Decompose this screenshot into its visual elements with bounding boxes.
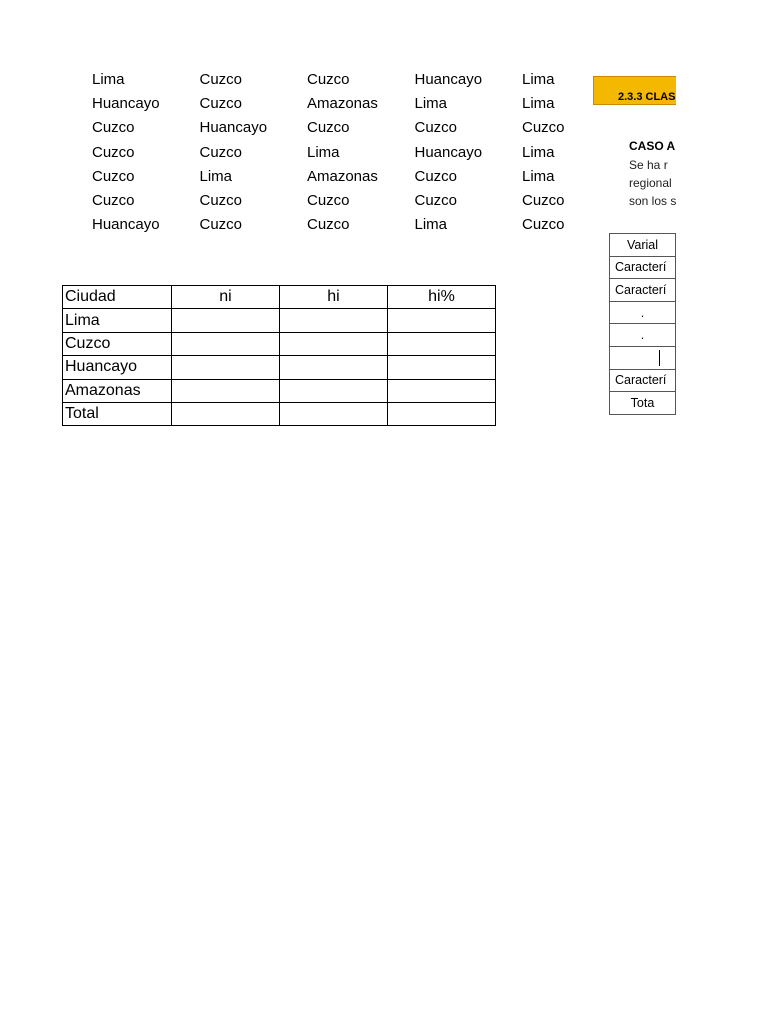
- raw-data-cell: Cuzco: [199, 143, 243, 161]
- intro-line: son los s: [629, 194, 676, 208]
- raw-data-cell: Cuzco: [199, 71, 243, 88]
- side-panel-clipped: [590, 70, 676, 430]
- frequency-table-row: [63, 379, 496, 402]
- section-header-bar: 2.3.3 CLAS: [593, 76, 676, 105]
- raw-data-grid: [92, 68, 630, 237]
- raw-data-cell: Cuzco: [92, 167, 135, 185]
- raw-data-row: [92, 165, 630, 189]
- intro-text: [629, 156, 676, 210]
- empty-ni-cell[interactable]: [172, 332, 280, 355]
- raw-data-cell: Cuzco: [414, 167, 458, 185]
- city-label-cell: Total: [63, 402, 172, 425]
- frequency-table-row: [63, 309, 496, 332]
- city-label-cell: Amazonas: [63, 379, 172, 402]
- empty-ni-cell[interactable]: [172, 356, 280, 379]
- raw-data-cell: Cuzco: [307, 71, 350, 88]
- raw-data-row: [92, 213, 630, 237]
- raw-data-cell: Lima: [522, 71, 555, 88]
- variable-table: [609, 233, 676, 415]
- city-label-cell: Huancayo: [63, 356, 172, 379]
- raw-data-cell: Huancayo: [199, 119, 268, 137]
- empty-hi-percent-cell[interactable]: [388, 356, 496, 379]
- raw-data-cell: Huancayo: [414, 143, 483, 161]
- header-hi: hi: [280, 286, 388, 309]
- frequency-table-row: [63, 402, 496, 425]
- raw-data-cell: Lima: [92, 71, 125, 88]
- raw-data-cell: Lima: [199, 167, 233, 185]
- raw-data-cell: Cuzco: [92, 119, 135, 137]
- raw-data-cell: Cuzco: [199, 216, 243, 234]
- raw-data-cell: Cuzco: [307, 191, 350, 209]
- intro-line: regional: [629, 176, 672, 190]
- raw-data-cell: Lima: [522, 167, 555, 185]
- raw-data-cell: Cuzco: [199, 95, 243, 113]
- empty-hi-percent-cell[interactable]: [388, 332, 496, 355]
- frequency-table-header: [63, 286, 496, 309]
- empty-hi-cell[interactable]: [280, 356, 388, 379]
- empty-hi-percent-cell[interactable]: [388, 309, 496, 332]
- empty-hi-cell[interactable]: [280, 379, 388, 402]
- raw-data-cell: Cuzco: [414, 191, 458, 209]
- frequency-table: [62, 285, 496, 426]
- raw-data-cell: Amazonas: [307, 95, 378, 113]
- raw-data-cell: Lima: [414, 95, 448, 113]
- raw-data-cell: Lima: [307, 143, 340, 161]
- raw-data-cell: Cuzco: [92, 143, 135, 161]
- empty-ni-cell[interactable]: [172, 402, 280, 425]
- total-row: Tota: [610, 392, 676, 415]
- raw-data-cell: Amazonas: [307, 167, 378, 185]
- empty-ni-cell[interactable]: [172, 379, 280, 402]
- text-cursor: [659, 350, 660, 366]
- raw-data-cell: Cuzco: [414, 119, 458, 137]
- raw-data-cell: Huancayo: [92, 216, 160, 234]
- characteristic-row: Caracterí: [610, 279, 676, 302]
- empty-hi-percent-cell[interactable]: [388, 379, 496, 402]
- raw-data-cell: Huancayo: [92, 95, 160, 113]
- empty-hi-cell[interactable]: [280, 332, 388, 355]
- raw-data-row: [92, 116, 630, 140]
- frequency-table-row: [63, 332, 496, 355]
- variable-header: Varial: [610, 234, 676, 257]
- raw-data-cell: Cuzco: [307, 119, 350, 137]
- caso-title: CASO A: [629, 139, 676, 153]
- header-hi-percent: hi%: [388, 286, 496, 309]
- intro-line: Se ha r: [629, 158, 668, 172]
- raw-data-cell: Cuzco: [307, 216, 350, 234]
- empty-hi-cell[interactable]: [280, 402, 388, 425]
- raw-data-cell: Lima: [522, 95, 555, 113]
- raw-data-row: [92, 141, 630, 165]
- raw-data-cell: Cuzco: [522, 119, 565, 137]
- city-label-cell: Lima: [63, 309, 172, 332]
- raw-data-row: [92, 68, 630, 92]
- raw-data-cell: Cuzco: [522, 191, 565, 209]
- ellipsis-row: .: [610, 324, 676, 347]
- raw-data-cell: Cuzco: [92, 191, 135, 209]
- cursor-row[interactable]: [610, 346, 676, 369]
- frequency-table-row: [63, 356, 496, 379]
- city-label-cell: Cuzco: [63, 332, 172, 355]
- raw-data-cell: Lima: [522, 143, 555, 161]
- characteristic-row: Caracterí: [610, 256, 676, 279]
- raw-data-row: [92, 92, 630, 116]
- characteristic-row: Caracterí: [610, 369, 676, 392]
- empty-hi-percent-cell[interactable]: [388, 402, 496, 425]
- header-ciudad: Ciudad: [63, 286, 172, 309]
- raw-data-cell: Lima: [414, 216, 448, 234]
- empty-ni-cell[interactable]: [172, 309, 280, 332]
- raw-data-cell: Cuzco: [199, 191, 243, 209]
- empty-hi-cell[interactable]: [280, 309, 388, 332]
- header-ni: ni: [172, 286, 280, 309]
- raw-data-row: [92, 189, 630, 213]
- ellipsis-row: .: [610, 301, 676, 324]
- raw-data-cell: Huancayo: [414, 71, 483, 88]
- raw-data-cell: Cuzco: [522, 216, 565, 234]
